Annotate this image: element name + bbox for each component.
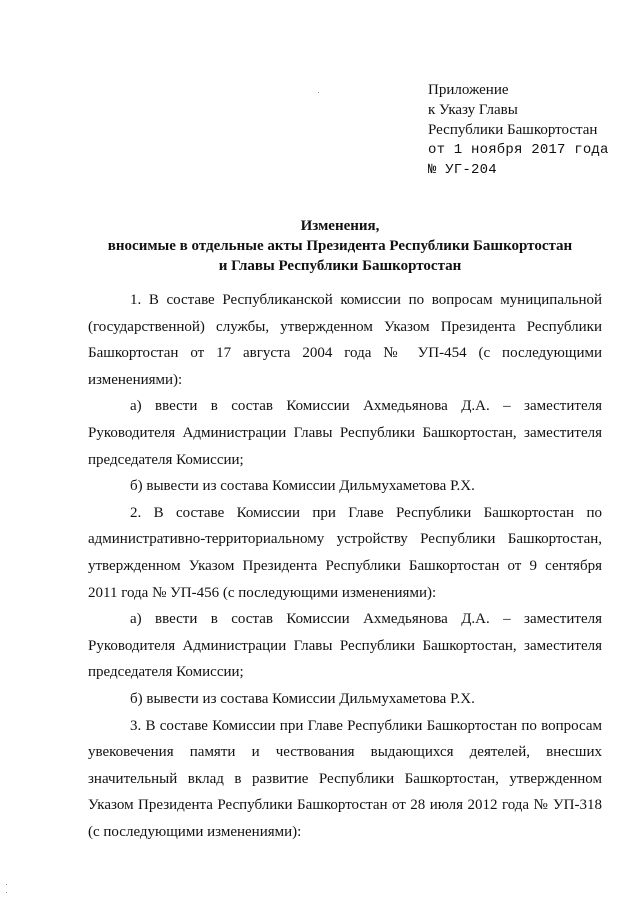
scan-speck	[6, 892, 7, 893]
document-body	[88, 287, 602, 845]
title-line-3: и Главы Республики Башкортостан	[218, 258, 462, 274]
appendix-block	[428, 80, 628, 180]
appendix-date: от 1 ноября 2017 года	[428, 142, 609, 158]
paragraph-2: 2. В составе Комиссии при Главе Республики Башкортостан по административно-территориальному устройству Республики Башкортостан, утвержденном Указом Президента Республики Башкортостан от 9 сентября 2011 года № УП-456 (с последующими изменениями):	[88, 504, 602, 601]
title-line-2: вносимые в отдельные акты Президента Республики Башкортостан	[107, 238, 573, 254]
appendix-decree-ref: к Указу Главы	[428, 102, 518, 118]
appendix-number: № УГ-204	[428, 162, 497, 178]
paragraph-1b: б) вывести из состава Комиссии Дильмухаметова Р.Х.	[130, 478, 475, 495]
paragraph-1: 1. В составе Республиканской комиссии по вопросам муниципальной (государственной) службы, утвержденном Указом Президента Республики Башкортостан от 17 августа 2004 года № УП-454 (с последующими изменениями):	[88, 292, 602, 388]
scan-speck	[318, 92, 319, 93]
title-line-1: Изменения,	[300, 218, 380, 234]
paragraph-2b: б) вывести из состава Комиссии Дильмухаметова Р.Х.	[130, 690, 475, 707]
paragraph-2a: а) ввести в состав Комиссии Ахмедьянова Д.А. – заместителя Руководителя Администрации Главы Республики Башкортостан, заместителя председателя Комиссии;	[88, 611, 602, 681]
appendix-heading: Приложение	[428, 82, 509, 98]
appendix-republic: Республики Башкортостан	[428, 122, 598, 138]
paragraph-3: 3. В составе Комиссии при Главе Республики Башкортостан по вопросам увековечения памяти и чествования выдающихся деятелей, внесших значительный вклад в развитие Республики Башкортостан, утвержденном Указом Президента Республики Башкортостан от 28 июля 2012 года № УП-318 (с последующими изменениями):	[88, 717, 602, 840]
paragraph-1a: а) ввести в состав Комиссии Ахмедьянова Д.А. – заместителя Руководителя Администрации Главы Республики Башкортостан, заместителя председателя Комиссии;	[88, 398, 602, 468]
document-title	[60, 216, 620, 276]
scan-speck	[6, 884, 7, 885]
